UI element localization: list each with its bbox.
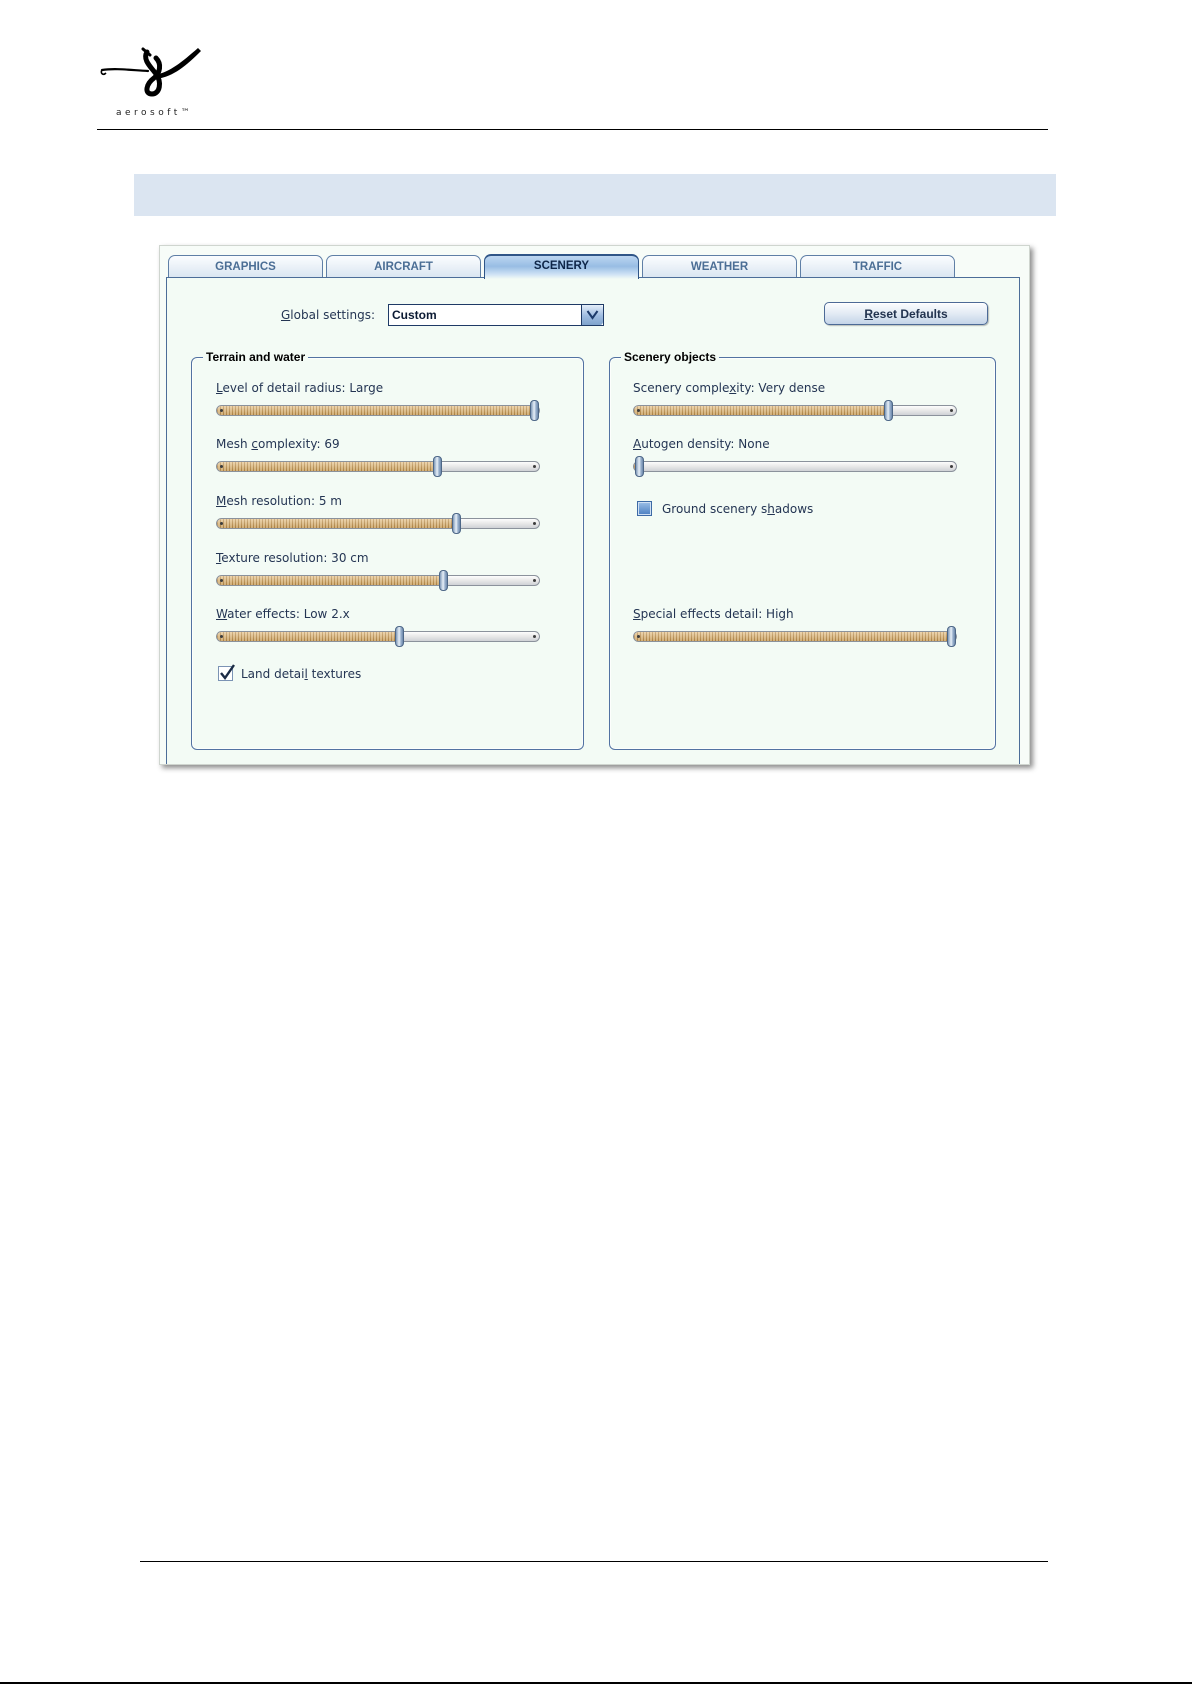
- slider-thumb[interactable]: [395, 626, 404, 647]
- chevron-down-icon[interactable]: [581, 305, 603, 325]
- track-end-dot: [220, 579, 223, 582]
- group-title: Terrain and water: [203, 350, 308, 365]
- tab-graphics[interactable]: GRAPHICS: [168, 255, 323, 277]
- slider-autogen-density: [633, 436, 963, 476]
- track-end-dot: [533, 522, 536, 525]
- track-end-dot: [220, 522, 223, 525]
- scenery-panel: [166, 277, 1020, 764]
- slider-label: Level of detail radius: Large: [216, 381, 384, 395]
- checkbox-label: Ground scenery shadows: [662, 502, 814, 516]
- slider-track[interactable]: [216, 631, 540, 642]
- slider-track[interactable]: [216, 575, 540, 586]
- slider-fill: [217, 519, 456, 528]
- global-settings-label: Global settings:: [280, 308, 375, 322]
- slider-track[interactable]: [216, 518, 540, 529]
- slider-label: Autogen density: None: [633, 437, 770, 451]
- track-end-dot: [220, 409, 223, 412]
- slider-label: Mesh resolution: 5 m: [216, 494, 342, 508]
- aerosoft-logo-icon: [100, 44, 210, 110]
- track-end-dot: [950, 465, 953, 468]
- slider-level-of-detail-radius: [216, 380, 546, 420]
- slider-fill: [634, 632, 951, 641]
- terrain-and-water-group: [191, 350, 584, 750]
- header-divider: [97, 129, 1048, 130]
- slider-thumb[interactable]: [884, 400, 893, 421]
- track-end-dot: [220, 465, 223, 468]
- track-end-dot: [950, 409, 953, 412]
- land-detail-textures-option[interactable]: [218, 666, 438, 682]
- track-end-dot: [220, 635, 223, 638]
- slider-fill: [217, 632, 400, 641]
- slider-fill: [634, 406, 889, 415]
- footer-divider: [140, 1561, 1048, 1562]
- slider-water-effects: [216, 606, 546, 646]
- slider-fill: [217, 462, 437, 471]
- tab-weather[interactable]: WEATHER: [642, 255, 797, 277]
- track-end-dot: [637, 409, 640, 412]
- slider-texture-resolution: [216, 550, 546, 590]
- slider-special-effects-detail: [633, 606, 963, 646]
- land-detail-textures-checkbox[interactable]: [218, 666, 233, 681]
- slider-label: Texture resolution: 30 cm: [216, 551, 369, 565]
- slider-label: Scenery complexity: Very dense: [633, 381, 826, 395]
- brand-wordmark: aerosoft™: [116, 108, 194, 118]
- tab-traffic[interactable]: TRAFFIC: [800, 255, 955, 277]
- tab-scenery[interactable]: SCENERY: [484, 254, 639, 279]
- slider-label: Special effects detail: High: [633, 607, 794, 621]
- slider-track[interactable]: [216, 405, 540, 416]
- checkbox-label: Land detail textures: [241, 667, 362, 681]
- slider-label: Water effects: Low 2.x: [216, 607, 350, 621]
- slider-mesh-resolution: [216, 493, 546, 533]
- ground-scenery-shadows-option[interactable]: [637, 501, 857, 517]
- slider-fill: [217, 576, 444, 585]
- slider-thumb[interactable]: [452, 513, 461, 534]
- slider-scenery-complexity: [633, 380, 963, 420]
- slider-thumb[interactable]: [947, 626, 956, 647]
- page-edge-line: [0, 1682, 1192, 1684]
- settings-dialog: [159, 245, 1030, 765]
- global-settings-dropdown[interactable]: [388, 304, 604, 326]
- slider-thumb[interactable]: [635, 456, 644, 477]
- track-end-dot: [533, 635, 536, 638]
- checkmark-icon: [218, 663, 236, 681]
- track-end-dot: [533, 465, 536, 468]
- scenery-objects-group: [609, 350, 996, 750]
- slider-thumb[interactable]: [530, 400, 539, 421]
- group-title: Scenery objects: [621, 350, 719, 365]
- reset-defaults-label: Reset Defaults: [864, 307, 948, 321]
- slider-label: Mesh complexity: 69: [216, 437, 340, 451]
- slider-track[interactable]: [633, 631, 957, 642]
- reset-defaults-button[interactable]: [824, 302, 988, 325]
- slider-thumb[interactable]: [433, 456, 442, 477]
- slider-track[interactable]: [633, 405, 957, 416]
- track-end-dot: [533, 579, 536, 582]
- slider-track[interactable]: [216, 461, 540, 472]
- slider-fill: [217, 406, 534, 415]
- track-end-dot: [637, 635, 640, 638]
- slider-mesh-complexity: [216, 436, 546, 476]
- slider-thumb[interactable]: [439, 570, 448, 591]
- slider-track[interactable]: [633, 461, 957, 472]
- tab-aircraft[interactable]: AIRCRAFT: [326, 255, 481, 277]
- ground-scenery-shadows-checkbox[interactable]: [637, 501, 652, 516]
- section-band: [134, 174, 1056, 216]
- dropdown-value: Custom: [392, 308, 437, 322]
